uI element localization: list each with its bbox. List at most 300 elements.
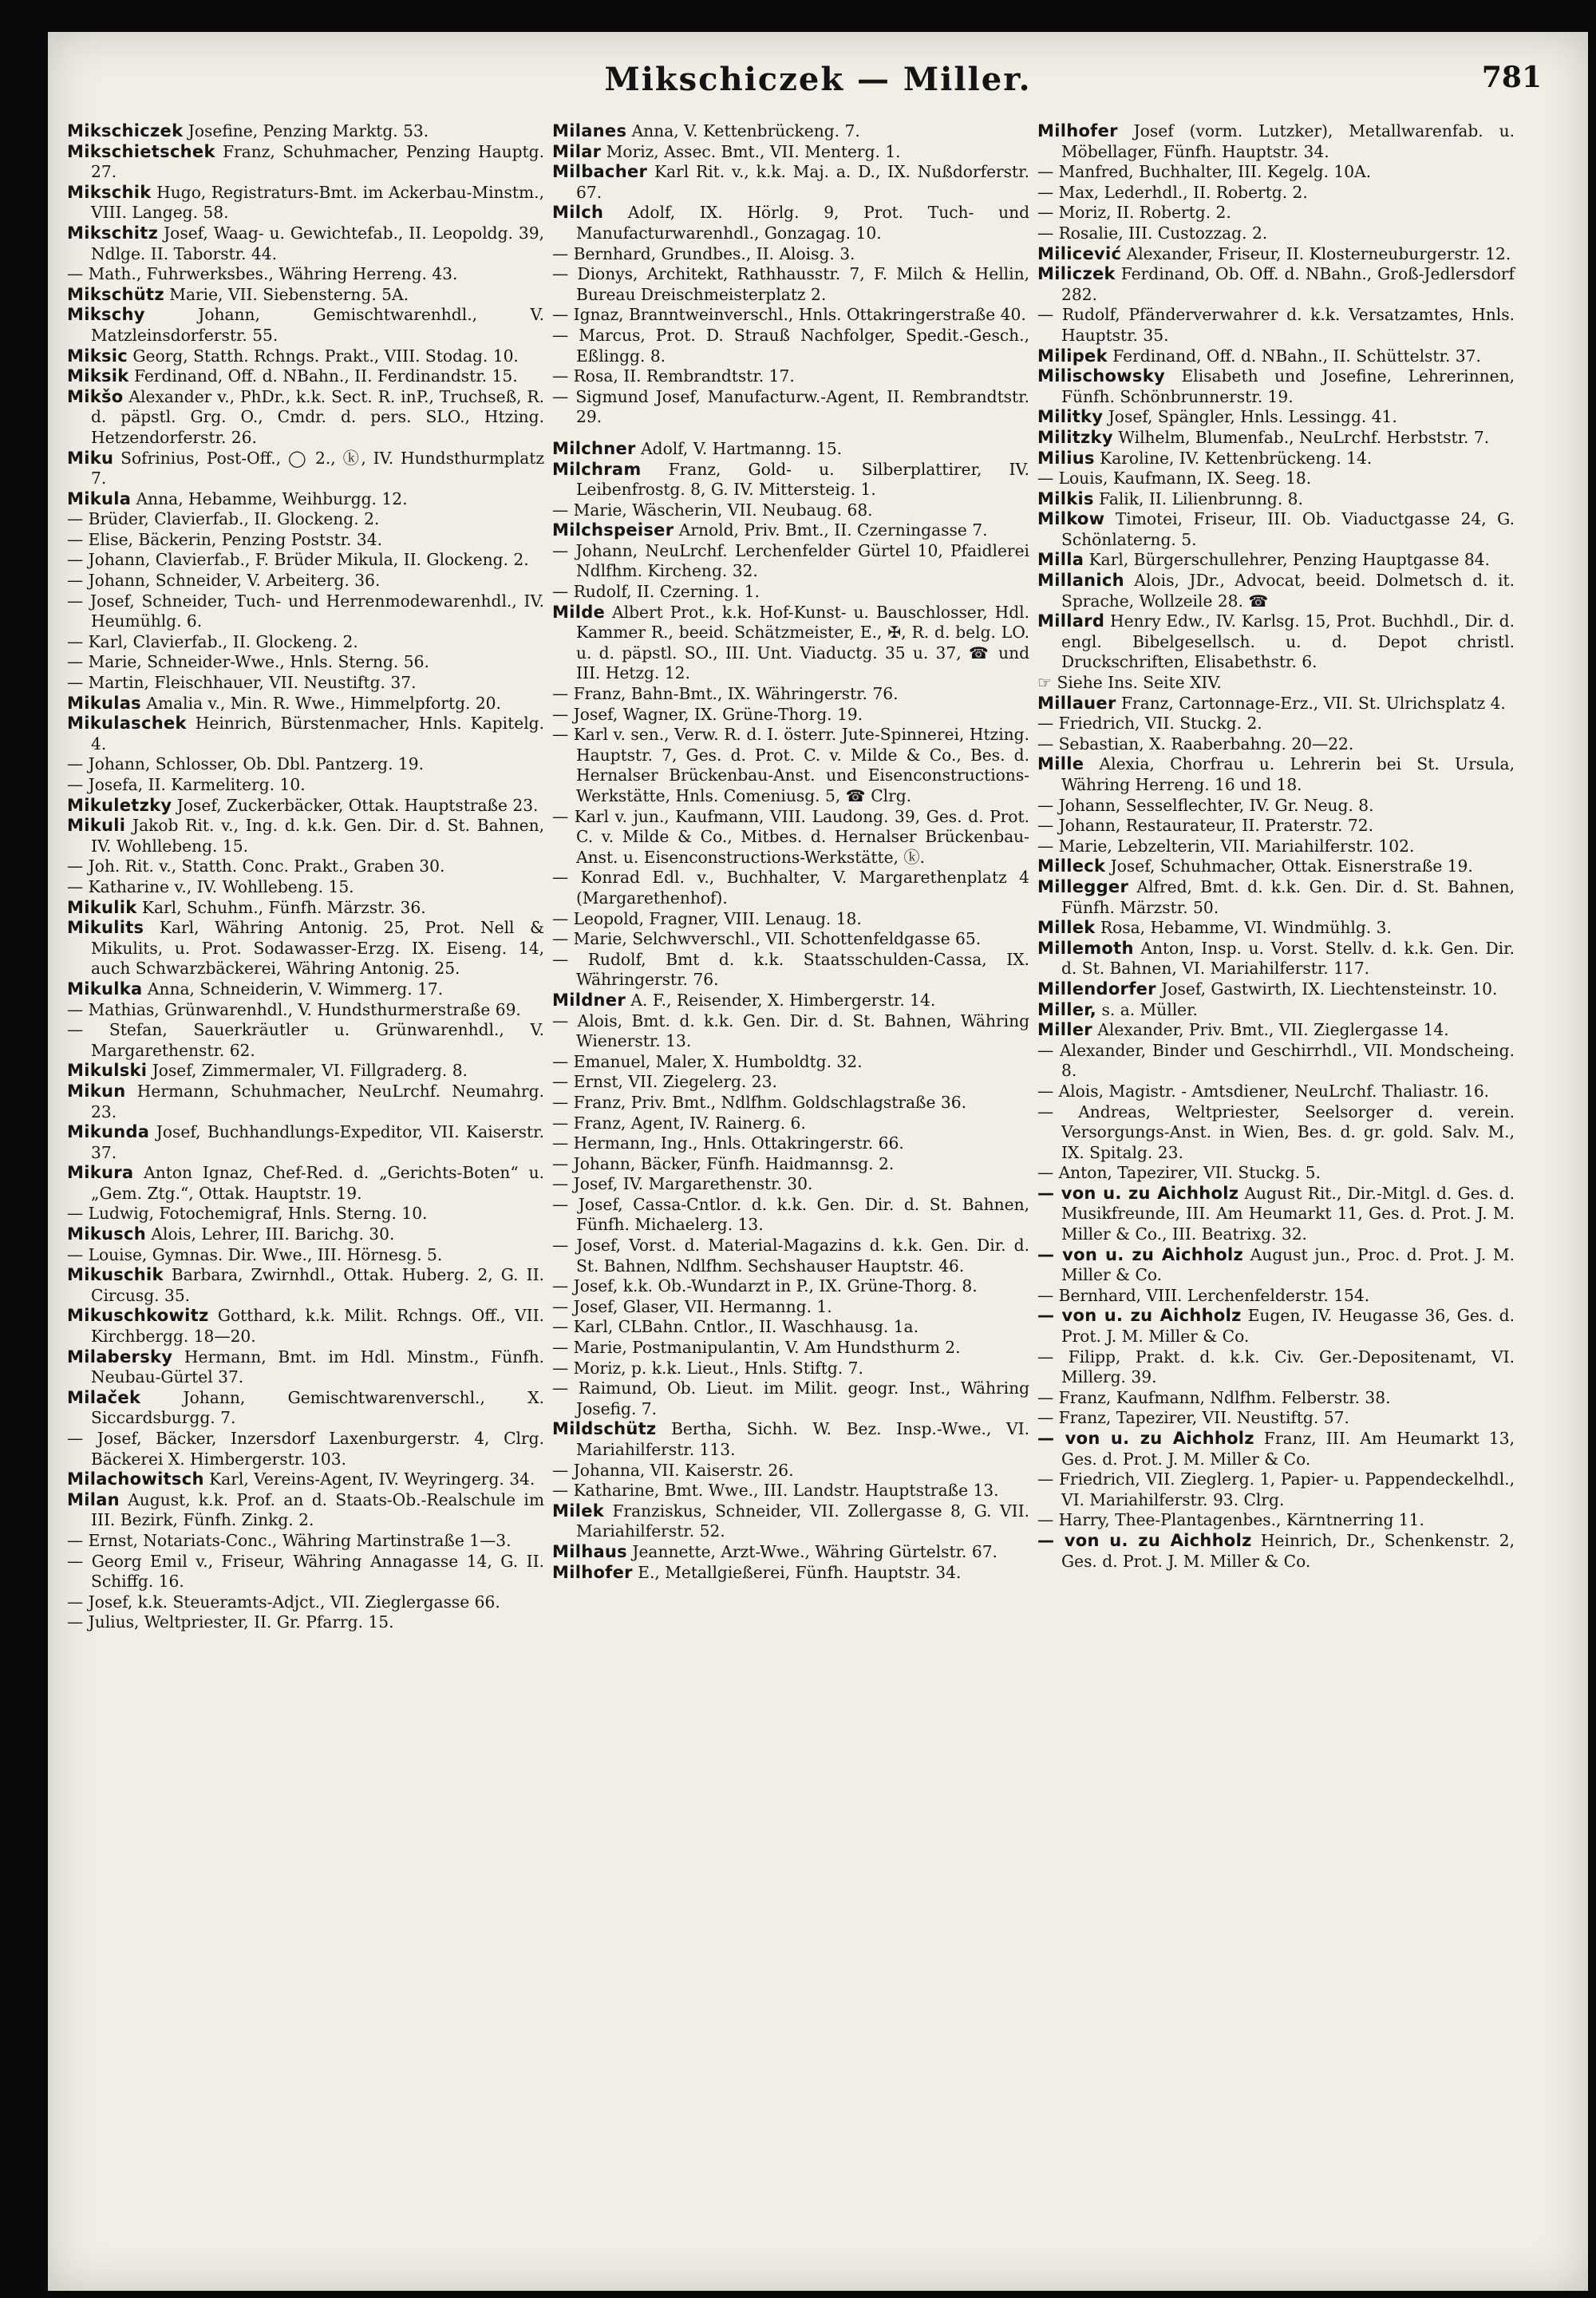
column-middle [552, 121, 1029, 1583]
entry-details: Timotei, Friseur, III. Ob. Viaductgasse 24, G. Schönlaterng. 5. [1061, 509, 1515, 549]
directory-page [48, 32, 1588, 2291]
directory-entry [67, 714, 544, 754]
entry-surname: Miller [1037, 1020, 1092, 1040]
entry-details: — Ludwig, Fotochemigraf, Hnls. Sterng. 10. [67, 1204, 428, 1224]
directory-entry [1037, 673, 1515, 694]
entry-details: Alexander, Friseur, II. Klosterneuburgerstr. 12. [1121, 243, 1511, 263]
entry-details: — Dionys, Architekt, Rathhausstr. 7, F. Milch & Hellin, Bureau Dreischmeisterplatz 2. [552, 264, 1029, 304]
directory-entry [67, 694, 544, 714]
entry-details: — Brüder, Clavierfab., II. Glockeng. 2. [67, 509, 380, 529]
entry-details: Jakob Rit. v., Ing. d. k.k. Gen. Dir. d. St. Bahnen, IV. Wohllebeng. 15. [91, 816, 544, 856]
entry-surname: Milchram [552, 459, 642, 479]
entry-details: Adolf, V. Hartmanng. 15. [635, 438, 843, 458]
entry-surname: Milbacher [552, 162, 648, 182]
directory-entry [67, 121, 544, 142]
directory-entry [1037, 346, 1515, 367]
directory-entry [67, 1163, 544, 1204]
entry-surname: Milischowsky [1037, 366, 1165, 386]
entry-surname: Millek [1037, 918, 1096, 938]
entry-details: — Ernst, Notariats-Conc., Währing Martinstraße 1—3. [67, 1530, 512, 1550]
entry-surname: Milhofer [1037, 121, 1118, 140]
entry-details: — Franz, Bahn-Bmt., IX. Währingerstr. 76. [552, 684, 899, 704]
entry-details: — Friedrich, VII. Stuckg. 2. [1037, 714, 1262, 734]
entry-details: — Josef, k.k. Ob.-Wundarzt in P., IX. Grüne-Thorg. 8. [552, 1276, 978, 1296]
directory-entry [552, 520, 1029, 541]
directory-entry [1037, 1102, 1515, 1164]
directory-entry [552, 500, 1029, 521]
directory-entry [67, 1224, 544, 1245]
directory-entry [1037, 1020, 1515, 1041]
entry-details: Wilhelm, Blumenfab., NeuLrchf. Herbststr. 7. [1112, 427, 1490, 447]
entry-surname: Millauer [1037, 693, 1116, 713]
directory-entry [552, 725, 1029, 806]
directory-entry [67, 1082, 544, 1122]
entry-details: Rosa, Hebamme, VI. Windmühlg. 3. [1095, 918, 1392, 938]
directory-entry [1037, 918, 1515, 939]
directory-entry [67, 1552, 544, 1592]
directory-entry [67, 796, 544, 817]
running-head: Mikschiczek — Miller. [604, 61, 1032, 98]
entry-surname: Milchner [552, 438, 636, 458]
entry-surname: — von u. zu Aichholz [1037, 1244, 1243, 1264]
entry-surname: Mikschy [67, 305, 145, 325]
entry-details: Anna, V. Kettenbrückeng. 7. [626, 121, 860, 140]
entry-details: — Martin, Fleischhauer, VII. Neustiftg. 37. [67, 673, 417, 693]
directory-entry [552, 603, 1029, 684]
directory-entry [552, 1542, 1029, 1563]
directory-entry [552, 460, 1029, 500]
directory-entry [1037, 1347, 1515, 1388]
entry-details: — Harry, Thee-Plantagenbes., Kärntnerring 11. [1037, 1510, 1424, 1530]
entry-details: Falik, II. Lilienbrunng. 8. [1093, 488, 1303, 508]
directory-entry [67, 1306, 544, 1347]
directory-entry [552, 1276, 1029, 1297]
directory-entry [1037, 489, 1515, 510]
entry-details: — Johann, Schneider, V. Arbeiterg. 36. [67, 571, 381, 591]
entry-surname: Mikuschkowitz [67, 1306, 209, 1326]
entry-surname: Mikulik [67, 897, 137, 917]
entry-details: — Mathias, Grünwarenhdl., V. Hundsthurmerstraße 69. [67, 999, 521, 1019]
directory-entry [67, 223, 544, 264]
entry-details: Josef (vorm. Lutzker), Metallwarenfab. u. Möbellager, Fünfh. Hauptstr. 34. [1061, 121, 1515, 161]
directory-entry [67, 1020, 544, 1061]
directory-entry [1037, 183, 1515, 204]
directory-entry [67, 1612, 544, 1633]
entry-surname: Miku [67, 448, 114, 468]
directory-entry [552, 203, 1029, 243]
entry-details: — Rudolf, Bmt d. k.k. Staatsschulden-Cassa, IX. Währingerstr. 76. [552, 949, 1029, 990]
directory-entry [552, 1174, 1029, 1195]
entry-details: — Ernst, VII. Ziegelerg. 23. [552, 1072, 777, 1092]
entry-surname: Milabersky [67, 1347, 173, 1367]
directory-entry [552, 1011, 1029, 1052]
entry-details: — Johann, Clavierfab., F. Brüder Mikula, II. Glockeng. 2. [67, 550, 529, 570]
entry-surname: Mikuli [67, 816, 126, 836]
directory-entry [1037, 1286, 1515, 1307]
entry-surname: Millegger [1037, 876, 1129, 896]
entry-details: Karl, Schuhm., Fünfh. Märzstr. 36. [136, 897, 426, 917]
entry-details: A. F., Reisender, X. Himbergerstr. 14. [625, 990, 936, 1010]
entry-details: — Marie, Schneider-Wwe., Hnls. Sterng. 56. [67, 652, 429, 672]
entry-surname: Milachowitsch [67, 1469, 204, 1489]
entry-details: Karl, Vereins-Agent, IV. Weyringerg. 34. [203, 1469, 535, 1489]
directory-entry [67, 898, 544, 919]
directory-entry [552, 807, 1029, 868]
directory-entry [67, 285, 544, 306]
entry-details: — Filipp, Prakt. d. k.k. Civ. Ger.-Depositenamt, VI. Millerg. 39. [1037, 1347, 1515, 1387]
directory-entry [67, 816, 544, 856]
entry-details: — Sebastian, X. Raaberbahng. 20—22. [1037, 734, 1354, 753]
directory-entry [67, 1122, 544, 1163]
entry-details: Karoline, IV. Kettenbrückeng. 14. [1094, 448, 1373, 468]
entry-surname: Milleck [1037, 856, 1106, 876]
entry-surname: Mikun [67, 1081, 126, 1101]
entry-surname: Mikunda [67, 1122, 150, 1142]
entry-details: — Karl v. jun., Kaufmann, VIII. Laudong. 39, Ges. d. Prot. C. v. Milde & Co., Mitbes. d. Hernalser Brückenbau-Anst. u. Eisenconstructions-Werkstätte, ⓚ. [552, 806, 1029, 867]
entry-details: — Franz, Agent, IV. Rainerg. 6. [552, 1113, 806, 1133]
entry-details: Gotthard, k.k. Milit. Rchngs. Off., VII. Kirchbergg. 18—20. [91, 1306, 544, 1347]
entry-details: August Rit., Dir.-Mitgl. d. Ges. d. Musikfreunde, III. Am Heumarkt 11, Ges. d. Prot. J. M. Miller & Co., III. Beatrixg. 32. [1061, 1183, 1515, 1244]
directory-entry [1037, 1388, 1515, 1409]
entry-details: Anton Ignaz, Chef-Red. d. „Gerichts-Boten“ u. „Gem. Ztg.“, Ottak. Hauptstr. 19. [91, 1163, 544, 1203]
directory-entry [67, 591, 544, 632]
entry-details: — Katharine v., IV. Wohllebeng. 15. [67, 876, 354, 896]
directory-entry [1037, 223, 1515, 244]
directory-entry [552, 1419, 1029, 1460]
directory-entry [1037, 449, 1515, 469]
column-right [1037, 121, 1515, 1572]
directory-entry [1037, 1184, 1515, 1245]
entry-details: — Leopold, Fragner, VIII. Lenaug. 18. [552, 908, 862, 928]
entry-surname: Miliczek [1037, 264, 1116, 284]
entry-details: — Franz, Priv. Bmt., Ndlfhm. Goldschlagstraße 36. [552, 1092, 966, 1112]
directory-entry [552, 705, 1029, 726]
directory-entry [1037, 734, 1515, 755]
entry-details: — Bernhard, Grundbes., II. Aloisg. 3. [552, 243, 855, 263]
directory-entry [552, 1195, 1029, 1236]
entry-details: Alois, Lehrer, III. Barichg. 30. [146, 1224, 395, 1244]
entry-surname: Milhofer [552, 1562, 633, 1582]
entry-surname: Milius [1037, 448, 1095, 468]
entry-details: — Marcus, Prot. D. Strauß Nachfolger, Spedit.-Gesch., Eßlingg. 8. [552, 325, 1029, 366]
entry-details: — Johann, Sesselflechter, IV. Gr. Neug. 8. [1037, 795, 1374, 815]
entry-details: — Marie, Selchwverschl., VII. Schottenfeldgasse 65. [552, 929, 982, 949]
entry-surname: Mikschütz [67, 284, 164, 304]
entry-details: — Josefa, II. Karmeliterg. 10. [67, 775, 306, 794]
entry-details: — Karl, Clavierfab., II. Glockeng. 2. [67, 631, 358, 651]
directory-entry [67, 1347, 544, 1388]
entry-details: Bertha, Sichh. W. Bez. Insp.-Wwe., VI. Mariahilferstr. 113. [576, 1419, 1029, 1459]
entry-details: Franz, Schuhmacher, Penzing Hauptg. 27. [91, 141, 544, 182]
directory-entry [552, 326, 1029, 366]
directory-entry [1037, 305, 1515, 346]
entry-details: — Alois, Bmt. d. k.k. Gen. Dir. d. St. Bahnen, Währing Wienerstr. 13. [552, 1011, 1029, 1051]
directory-entry [552, 1113, 1029, 1134]
directory-entry [552, 1072, 1029, 1093]
directory-entry [67, 530, 544, 551]
directory-entry [552, 684, 1029, 705]
entry-details: — Max, Lederhdl., II. Robertg. 2. [1037, 182, 1308, 202]
entry-details: — Hermann, Ing., Hnls. Ottakringerstr. 66. [552, 1133, 904, 1153]
entry-details: Marie, VII. Siebensterng. 5A. [164, 284, 409, 304]
directory-entry [552, 1133, 1029, 1154]
entry-details: Arnold, Priv. Bmt., II. Czerningasse 7. [674, 520, 988, 540]
directory-entry [552, 162, 1029, 203]
directory-entry [1037, 611, 1515, 673]
entry-surname: Milhaus [552, 1541, 627, 1561]
entry-surname: — von u. zu Aichholz [1037, 1183, 1239, 1203]
entry-details: — Karl, CLBahn. Cntlor., II. Waschhausg. 1a. [552, 1317, 919, 1337]
entry-details: Johann, Gemischtwarenverschl., X. Siccardsburgg. 7. [91, 1387, 544, 1428]
entry-details: Franz, III. Am Heumarkt 13, Ges. d. Prot. J. M. Miller & Co. [1061, 1429, 1515, 1469]
directory-entry [67, 1592, 544, 1613]
directory-entry [1037, 1429, 1515, 1469]
entry-details: — Friedrich, VII. Zieglerg. 1, Papier- u. Pappendeckelhdl., VI. Mariahilferstr. 93. Clrg. [1037, 1469, 1515, 1509]
directory-entry [552, 1052, 1029, 1073]
entry-details: — Johanna, VII. Kaiserstr. 26. [552, 1460, 794, 1480]
directory-entry [1037, 1082, 1515, 1102]
directory-entry [552, 264, 1029, 305]
entry-details: Josef, Waag- u. Gewichtefab., II. Leopoldg. 39, Ndlge. II. Taborstr. 44. [91, 223, 544, 263]
directory-entry [552, 929, 1029, 950]
entry-surname: Mikulits [67, 918, 144, 938]
directory-entry [1037, 428, 1515, 449]
entry-surname: Mikusch [67, 1224, 147, 1244]
page-header [48, 56, 1588, 112]
entry-surname: Millemoth [1037, 938, 1134, 958]
entry-details: — Raimund, Ob. Lieut. im Milit. geogr. Inst., Währing Josefig. 7. [552, 1378, 1029, 1418]
directory-entry [67, 1388, 544, 1429]
entry-surname: Milaček [67, 1387, 141, 1407]
entry-details: Sofrinius, Post-Off., ◯ 2., ⓚ, IV. Hundsthurmplatz 7. [91, 448, 544, 488]
entry-details: — Rosalie, III. Custozzag. 2. [1037, 223, 1268, 243]
directory-entry [1037, 571, 1515, 611]
entry-surname: Mikulka [67, 979, 143, 999]
entry-surname: Miller, [1037, 999, 1097, 1019]
directory-entry [67, 571, 544, 591]
directory-entry [1037, 244, 1515, 265]
directory-entry [1037, 877, 1515, 918]
directory-entry [67, 550, 544, 571]
entry-details: s. a. Müller. [1096, 999, 1198, 1019]
entry-surname: Milkis [1037, 488, 1094, 508]
directory-entry [1037, 979, 1515, 1000]
entry-details: — Konrad Edl. v., Buchhalter, V. Margarethenplatz 4 (Margarethenhof). [552, 868, 1029, 908]
directory-entry [552, 121, 1029, 142]
entry-details: — Josef, Bäcker, Inzersdorf Laxenburgerstr. 4, Clrg. Bäckerei X. Himbergerstr. 103. [67, 1429, 544, 1469]
entry-surname: — von u. zu Aichholz [1037, 1306, 1242, 1326]
entry-surname: — von u. zu Aichholz [1037, 1429, 1254, 1448]
directory-entry [67, 754, 544, 775]
directory-entry [67, 1469, 544, 1490]
entry-surname: Mikula [67, 488, 132, 508]
directory-entry [552, 305, 1029, 326]
directory-entry [1037, 1510, 1515, 1531]
entry-surname: Millanich [1037, 571, 1124, 591]
entry-surname: Milkow [1037, 509, 1105, 529]
entry-surname: Milar [552, 141, 602, 161]
directory-entry [1037, 509, 1515, 550]
directory-entry [552, 1093, 1029, 1113]
entry-surname: Mikura [67, 1163, 134, 1183]
entry-details: — Rudolf, II. Czerning. 1. [552, 582, 760, 602]
entry-details: Anna, Schneiderin, V. Wimmerg. 17. [142, 979, 444, 999]
entry-details: — Elise, Bäckerin, Penzing Poststr. 34. [67, 529, 382, 549]
entry-details: August jun., Proc. d. Prot. J. M. Miller & Co. [1061, 1244, 1515, 1285]
entry-details: — Stefan, Sauerkräutler u. Grünwarenhdl., V. Margarethenstr. 62. [67, 1020, 544, 1060]
entry-details: E., Metallgießerei, Fünfh. Hauptstr. 34. [632, 1562, 962, 1582]
entry-details: Karl, Bürgerschullehrer, Penzing Hauptgasse 84. [1084, 550, 1490, 570]
directory-entry [67, 1531, 544, 1552]
entry-details: — Josef, Wagner, IX. Grüne-Thorg. 19. [552, 704, 863, 724]
directory-entry [1037, 162, 1515, 183]
directory-entry [552, 991, 1029, 1011]
entry-details: — Moriz, p. k.k. Lieut., Hnls. Stiftg. 7. [552, 1358, 863, 1378]
entry-details: Georg, Statth. Rchngs. Prakt., VIII. Stodag. 10. [128, 346, 519, 366]
directory-entry [552, 1154, 1029, 1175]
entry-surname: Mildschütz [552, 1419, 657, 1439]
entry-details: — Rudolf, Pfänderverwahrer d. k.k. Versatzamtes, Hnls. Hauptstr. 35. [1037, 305, 1515, 345]
directory-entry [552, 541, 1029, 582]
directory-entry [1037, 796, 1515, 817]
directory-entry [1037, 754, 1515, 795]
entry-details: — Rosa, II. Rembrandtstr. 17. [552, 366, 795, 386]
entry-surname: Milchspeiser [552, 520, 674, 540]
page-number: 781 [1481, 61, 1542, 94]
directory-entry [67, 673, 544, 694]
entry-surname: Mikulski [67, 1061, 148, 1081]
entry-surname: Militzky [1037, 427, 1113, 447]
directory-entry [67, 1429, 544, 1469]
directory-entry [552, 1359, 1029, 1379]
entry-surname: Milipek [1037, 346, 1108, 366]
entry-surname: Milla [1037, 550, 1084, 570]
directory-entry [1037, 816, 1515, 837]
entry-surname: Mikuletzky [67, 795, 172, 815]
entry-surname: Millendorfer [1037, 979, 1156, 999]
entry-details: — Katharine, Bmt. Wwe., III. Landstr. Hauptstraße 13. [552, 1481, 999, 1501]
entry-details: Franziskus, Schneider, VII. Zollergasse 8, G. VII. Mariahilferstr. 52. [576, 1501, 1029, 1541]
entry-details: — Louis, Kaufmann, IX. Seeg. 18. [1037, 469, 1312, 488]
entry-details: Alexander, Priv. Bmt., VII. Zieglergasse 14. [1092, 1020, 1449, 1040]
directory-entry [1037, 1163, 1515, 1184]
directory-entry [67, 1061, 544, 1082]
directory-entry [552, 868, 1029, 908]
directory-entry [552, 244, 1029, 265]
directory-entry [67, 1265, 544, 1306]
directory-entry [67, 632, 544, 653]
entry-details: — Sigmund Josef, Manufacturw.-Agent, II. Rembrandtstr. 29. [552, 386, 1029, 427]
entry-details: — Louise, Gymnas. Dir. Wwe., III. Hörnesg. 5. [67, 1244, 443, 1264]
entry-details: Adolf, IX. Hörlg. 9, Prot. Tuch- und Manufacturwarenhdl., Gonzagag. 10. [576, 203, 1029, 243]
entry-details: Albert Prot., k.k. Hof-Kunst- u. Bauschlosser, Hdl. Kammer R., beeid. Schätzmeister, E., ✠, R. d. belg. LO. u. d. päpstl. SO., III. Unt. Viaductg. 35 u. 37, ☎ und III. Hetzg. 12. [576, 602, 1029, 683]
entry-details: Eugen, IV. Heugasse 36, Ges. d. Prot. J. M. Miller & Co. [1061, 1306, 1515, 1347]
directory-entry [67, 1245, 544, 1266]
directory-entry [552, 1317, 1029, 1338]
entry-surname: Milde [552, 602, 606, 622]
directory-entry [552, 1461, 1029, 1481]
entry-details: Hermann, Bmt. im Hdl. Minstm., Fünfh. Neubau-Gürtel 37. [91, 1347, 544, 1387]
entry-details: — Bernhard, VIII. Lerchenfelderstr. 154. [1037, 1285, 1370, 1305]
directory-entry [552, 909, 1029, 930]
directory-entry [67, 264, 544, 285]
directory-entry [1037, 714, 1515, 734]
directory-entry [67, 652, 544, 673]
entry-details: — Georg Emil v., Friseur, Währing Annagasse 14, G. II. Schiffg. 16. [67, 1551, 544, 1592]
directory-entry [1037, 1531, 1515, 1572]
directory-entry [552, 439, 1029, 460]
directory-entry [552, 582, 1029, 603]
entry-details: — Johann, Restaurateur, II. Praterstr. 72. [1037, 816, 1373, 836]
entry-surname: — von u. zu Aichholz [1037, 1530, 1252, 1550]
entry-details: Alois, JDr., Advocat, beeid. Dolmetsch d. it. Sprache, Wollzeile 28. ☎ [1061, 571, 1515, 611]
entry-surname: Mille [1037, 754, 1084, 774]
entry-details: — Emanuel, Maler, X. Humboldtg. 32. [552, 1051, 863, 1071]
entry-details: — Johann, Schlosser, Ob. Dbl. Pantzerg. 19. [67, 754, 425, 774]
directory-entry [67, 979, 544, 1000]
entry-surname: Milicević [1037, 243, 1122, 263]
entry-details: Moriz, Assec. Bmt., VII. Menterg. 1. [601, 141, 901, 161]
entry-details: Anna, Hebamme, Weihburgg. 12. [131, 488, 408, 508]
entry-details: Johann, Gemischtwarenhdl., V. Matzleinsdorferstr. 55. [91, 305, 544, 345]
entry-details: Henry Edw., IV. Karlsg. 15, Prot. Buchhdl., Dir. d. engl. Bibelgesellsch. u. d. Depot christl. Druckschriften, Elisabethstr. 6. [1061, 611, 1515, 672]
entry-details: Alfred, Bmt. d. k.k. Gen. Dir. d. St. Bahnen, Fünfh. Märzstr. 50. [1061, 876, 1515, 917]
entry-details: — Manfred, Buchhalter, III. Kegelg. 10A. [1037, 162, 1372, 182]
directory-entry [1037, 407, 1515, 428]
entry-details: — Franz, Tapezirer, VII. Neustiftg. 57. [1037, 1408, 1349, 1428]
entry-details: — Josef, Vorst. d. Material-Magazins d. k.k. Gen. Dir. d. St. Bahnen, Ndlfhm. Sechshauser Hauptstr. 46. [552, 1236, 1029, 1276]
column-left [67, 121, 544, 1633]
entry-details: — Anton, Tapezirer, VII. Stuckg. 5. [1037, 1163, 1321, 1183]
directory-entry [67, 775, 544, 796]
entry-details: — Ignaz, Branntweinverschl., Hnls. Ottakringerstraße 40. [552, 305, 1026, 325]
entry-details: Alexander v., PhDr., k.k. Sect. R. inP., Truchseß, R. d. päpstl. Grg. O., Cmdr. d. pers. SLO., Htzing. Hetzendorferstr. 26. [91, 386, 544, 447]
directory-entry [1037, 203, 1515, 223]
entry-details: — Julius, Weltpriester, II. Gr. Pfarrg. 15. [67, 1612, 394, 1632]
entry-surname: Mikšo [67, 386, 124, 406]
directory-entry [67, 509, 544, 530]
directory-entry [1037, 1408, 1515, 1429]
entry-details: — Marie, Lebzelterin, VII. Mariahilferstr. 102. [1037, 836, 1415, 856]
entry-details: August, k.k. Prof. an d. Staats-Ob.-Realschule im III. Bezirk, Fünfh. Zinkg. 2. [91, 1489, 544, 1530]
entry-details: Karl Rit. v., k.k. Maj. a. D., IX. Nußdorferstr. 67. [576, 162, 1029, 202]
directory-entry [67, 183, 544, 223]
directory-entry [552, 1378, 1029, 1419]
entry-details: — Joh. Rit. v., Statth. Conc. Prakt., Graben 30. [67, 856, 445, 876]
entry-surname: Militky [1037, 407, 1104, 427]
directory-entry [67, 387, 544, 449]
directory-entry [67, 489, 544, 510]
entry-details: — Johann, NeuLrchf. Lerchenfelder Gürtel 10, Pfaidlerei Ndlfhm. Kircheng. 32. [552, 540, 1029, 581]
directory-entry [552, 1338, 1029, 1359]
entry-details: Josefine, Penzing Marktg. 53. [183, 121, 429, 140]
entry-details: Hugo, Registraturs-Bmt. im Ackerbau-Minstm., VIII. Langeg. 58. [91, 182, 544, 223]
entry-details: — Alois, Magistr. - Amtsdiener, NeuLrchf. Thaliastr. 16. [1037, 1081, 1490, 1101]
directory-entry [67, 918, 544, 979]
directory-entry [67, 1490, 544, 1531]
entry-surname: Mikschietschek [67, 141, 215, 161]
entry-details: Elisabeth und Josefine, Lehrerinnen, Fünfh. Schönbrunnerstr. 19. [1061, 366, 1515, 406]
directory-entry [552, 366, 1029, 387]
directory-entry [1037, 1000, 1515, 1021]
directory-entry [552, 1481, 1029, 1501]
entry-surname: Miksik [67, 366, 129, 386]
entry-details: Josef, Schuhmacher, Ottak. Eisnerstraße 19. [1105, 856, 1473, 876]
directory-entry [1037, 856, 1515, 877]
entry-details: — Josef, Cassa-Cntlor. d. k.k. Gen. Dir. d. St. Bahnen, Fünfh. Michaelerg. 13. [552, 1194, 1029, 1235]
directory-entry [67, 142, 544, 183]
entry-details: Barbara, Zwirnhdl., Ottak. Huberg. 2, G. II. Circusg. 35. [91, 1265, 544, 1305]
